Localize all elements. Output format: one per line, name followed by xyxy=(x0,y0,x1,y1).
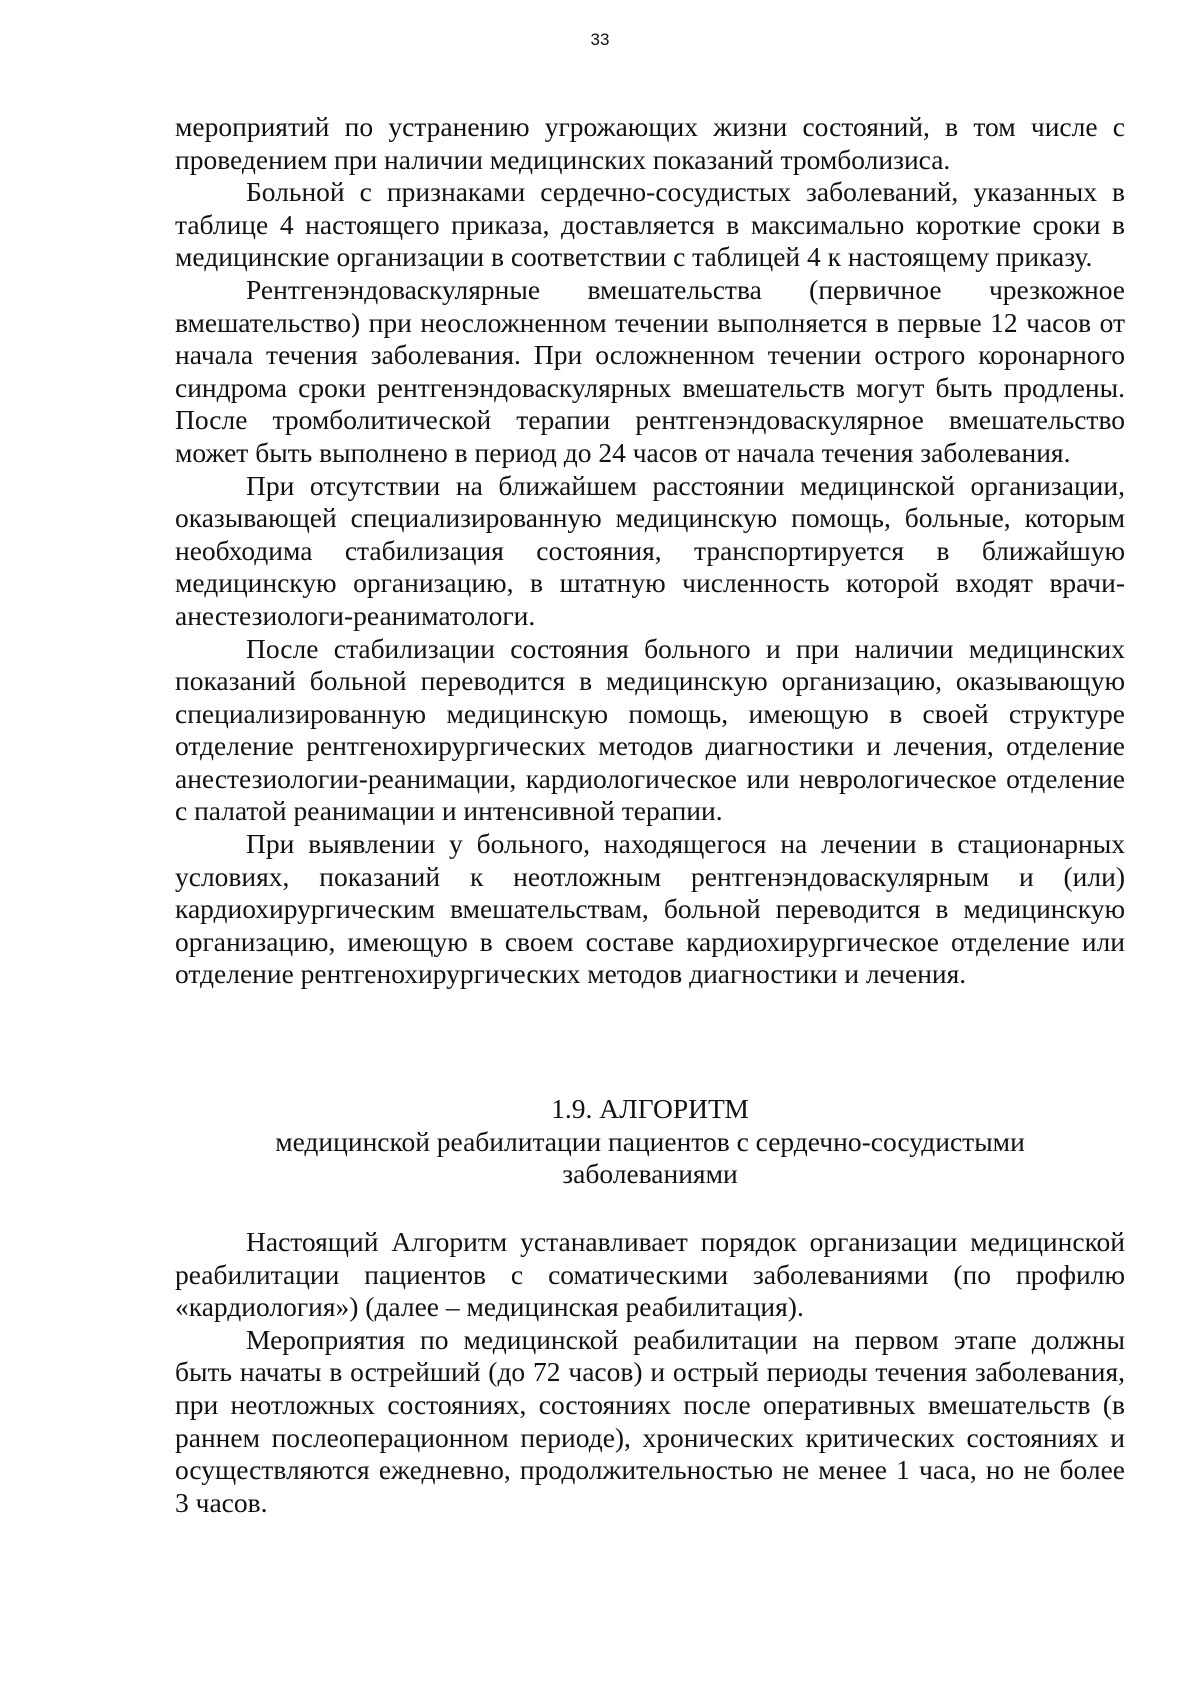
section-heading-subtitle-end: заболеваниями xyxy=(562,1158,738,1190)
body-text-top xyxy=(175,111,1125,991)
paragraph-algorithm-scope: Настоящий Алгоритм устанавливает порядок организации медицинской реабилитации пациентов с соматическими заболеваниями (по профилю «кардиология») (далее – медицинская реабилитация). xyxy=(175,1226,1125,1323)
body-text-bottom xyxy=(175,1226,1125,1519)
paragraph-rehab-first-stage: Мероприятия по медицинской реабилитации на первом этапе должны быть начаты в острейший (до 72 часов) и острый периоды течения заболевания, при неотложных состояниях, состояниях после оперативных вмешательств (в раннем послеоперационном периоде), хронических критических состояниях и осуществляются ежедневно, продолжительностью не менее 1 часа, но не более 3 часов. xyxy=(175,1323,1125,1518)
page-number: 33 xyxy=(590,30,610,49)
section-heading-subtitle: медицинской реабилитации пациентов с сердечно-сосудистыми xyxy=(275,1125,1025,1157)
paragraph-inpatient: При выявлении у больного, находящегося на лечении в стационарных условиях, показаний к неотложным рентгенэндоваскулярным и (или) кардиохирургическим вмешательствам, больной переводится в медицинскую организацию, имеющую в своем составе кардиохирургическое отделение или отделение рентгенохирургических методов диагностики и лечения. xyxy=(175,828,1125,990)
section-heading xyxy=(175,1093,1125,1191)
paragraph-interventions: Рентгенэндоваскулярные вмешательства (первичное чрезкожное вмешательство) при неосложненном течении выполняется в первые 12 часов от начала течения заболевания. При осложненном течении острого коронарного синдрома сроки рентгенэндоваскулярных вмешательств могут быть продлены. После тромболитической терапии рентгенэндоваскулярное вмешательство может быть выполнено в период до 24 часов от начала течения заболевания. xyxy=(175,273,1125,468)
paragraph-continuation: мероприятий по устранению угрожающих жизни состояний, в том числе с проведением при наличии медицинских показаний тромболизиса. xyxy=(175,111,1125,175)
paragraph-transfer: После стабилизации состояния больного и при наличии медицинских показаний больной переводится в медицинскую организацию, оказывающую специализированную медицинскую помощь, имеющую в своей структуре отделение рентгенохирургических методов диагностики и лечения, отделение анестезиологии-реанимации, кардиологическое или неврологическое отделение с палатой реанимации и интенсивной терапии. xyxy=(175,632,1125,827)
section-heading-number: 1.9. АЛГОРИТМ xyxy=(551,1093,749,1124)
paragraph-delivery: Больной с признаками сердечно-сосудистых заболеваний, указанных в таблице 4 настоящего приказа, доставляется в максимально короткие сроки в медицинские организации в соответствии с таблицей 4 к настоящему приказу. xyxy=(175,176,1125,273)
paragraph-stabilization: При отсутствии на ближайшем расстоянии медицинской организации, оказывающей специализированную медицинскую помощь, больные, которым необходима стабилизация состояния, транспортируется в ближайшую медицинскую организацию, в штатную численность которой входят врачи-анестезиологи-реаниматологи. xyxy=(175,469,1125,631)
